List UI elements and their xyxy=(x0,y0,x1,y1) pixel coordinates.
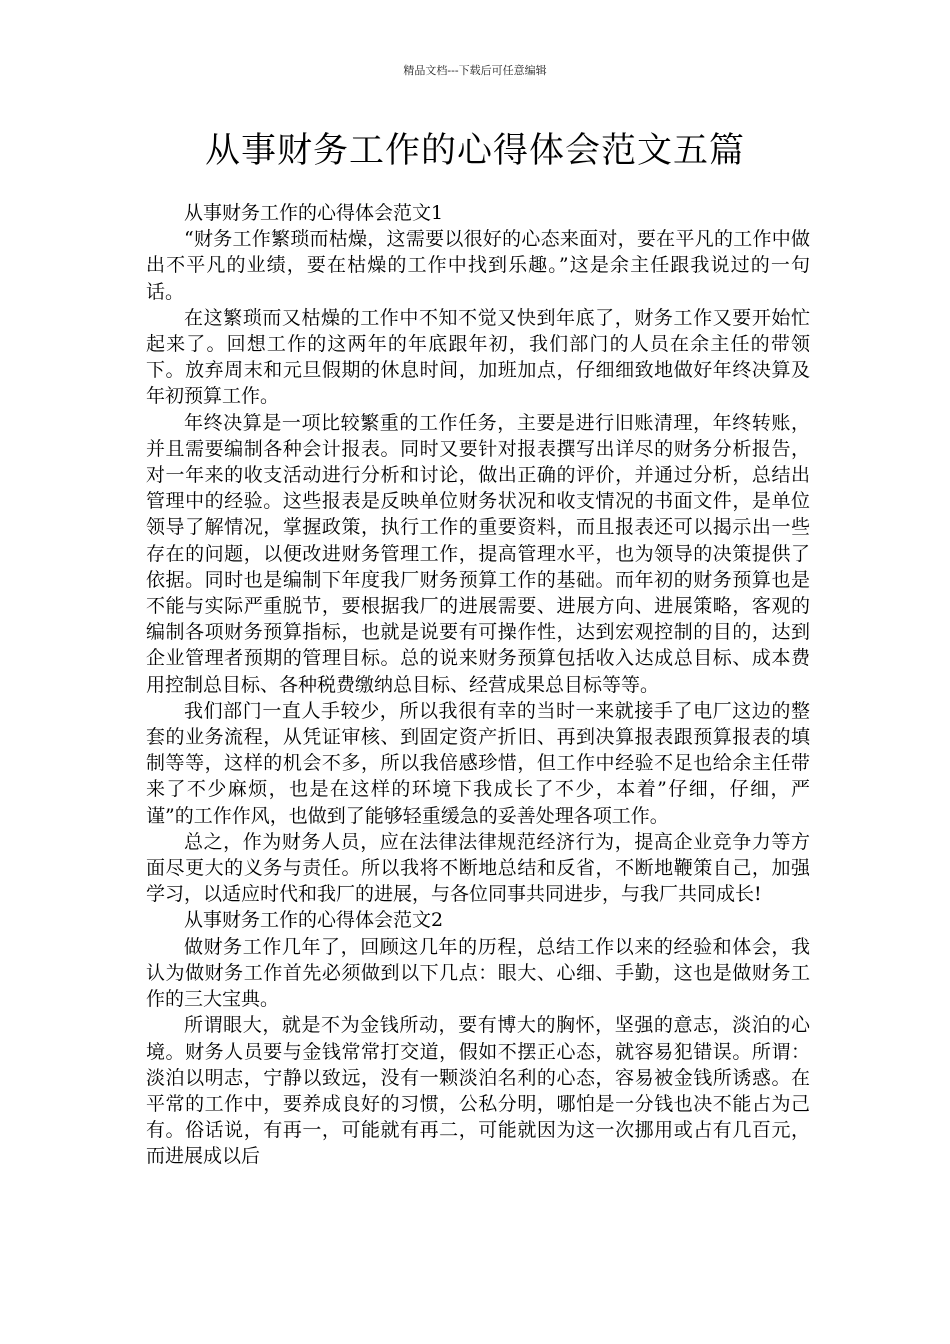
body-paragraph: 在这繁琐而又枯燥的工作中不知不觉又快到年底了，财务工作又要开始忙起来了。回想工作的这两年的年底跟年初，我们部门的人员在余主任的带领下。放弃周末和元旦假期的休息时间，加班加点，仔细细致地做好年终决算及年初预算工作。 xyxy=(146,306,810,408)
document-body xyxy=(146,200,810,1170)
page-header: 精品文档---下载后可任意编辑 xyxy=(403,64,547,77)
body-paragraph: 所谓眼大，就是不为金钱所动，要有博大的胸怀，坚强的意志，淡泊的心境。财务人员要与金钱常常打交道，假如不摆正心态，就容易犯错误。所谓：淡泊以明志，宁静以致远，没有一颗淡泊名利的心态，容易被金钱所诱惑。在平常的工作中，要养成良好的习惯，公私分明，哪怕是一分钱也决不能占为己有。俗话说，有再一，可能就有再二，可能就因为这一次挪用或占有几百元，而进展成以后 xyxy=(146,1014,810,1168)
body-paragraph: “财务工作繁琐而枯燥，这需要以很好的心态来面对，要在平凡的工作中做出不平凡的业绩，要在枯燥的工作中找到乐趣。”这是余主任跟我说过的一句话。 xyxy=(146,228,810,303)
body-paragraph: 做财务工作几年了，回顾这几年的历程，总结工作以来的经验和体会，我认为做财务工作首先必须做到以下几点：眼大、心细、手勤，这也是做财务工作的三大宝典。 xyxy=(146,935,810,1011)
document-title: 从事财务工作的心得体会范文五篇 xyxy=(204,131,745,171)
section-heading-2: 从事财务工作的心得体会范文2 xyxy=(184,909,444,932)
body-paragraph: 总之，作为财务人员，应在法律法律规范经济行为，提高企业竞争力等方面尽更大的义务与责任。所以我将不断地总结和反省，不断地鞭策自己，加强学习，以适应时代和我厂的进展，与各位同事共同进步，与我厂共同成长! xyxy=(146,830,810,906)
body-paragraph: 我们部门一直人手较少，所以我很有幸的当时一来就接手了电厂这边的整套的业务流程，从凭证审核、到固定资产折旧、再到决算报表跟预算报表的填制等等，这样的机会不多，所以我倍感珍惜，但工作中经验不足也给余主任带来了不少麻烦，也是在这样的环境下我成长了不少，本着”仔细，仔细，严谨”的工作作风，也做到了能够轻重缓急的妥善处理各项工作。 xyxy=(146,699,810,827)
section-heading-1: 从事财务工作的心得体会范文1 xyxy=(184,202,444,224)
body-paragraph: 年终决算是一项比较繁重的工作任务，主要是进行旧账清理，年终转账，并且需要编制各种会计报表。同时又要针对报表撰写出详尽的财务分析报告，对一年来的收支活动进行分析和讨论，做出正确的评价，并通过分析，总结出管理中的经验。这些报表是反映单位财务状况和收支情况的书面文件，是单位领导了解情况，掌握政策，执行工作的重要资料，而且报表还可以揭示出一些存在的问题，以便改进财务管理工作，提高管理水平，也为领导的决策提供了依据。同时也是编制下年度我厂财务预算工作的基础。而年初的财务预算也是不能与实际严重脱节，要根据我厂的进展需要、进展方向、进展策略，客观的编制各项财务预算指标，也就是说要有可操作性，达到宏观控制的目的，达到企业管理者预期的管理目标。总的说来财务预算包括收入达成总目标、成本费用控制总目标、各种税费缴纳总目标、经营成果总目标等等。 xyxy=(146,411,810,696)
